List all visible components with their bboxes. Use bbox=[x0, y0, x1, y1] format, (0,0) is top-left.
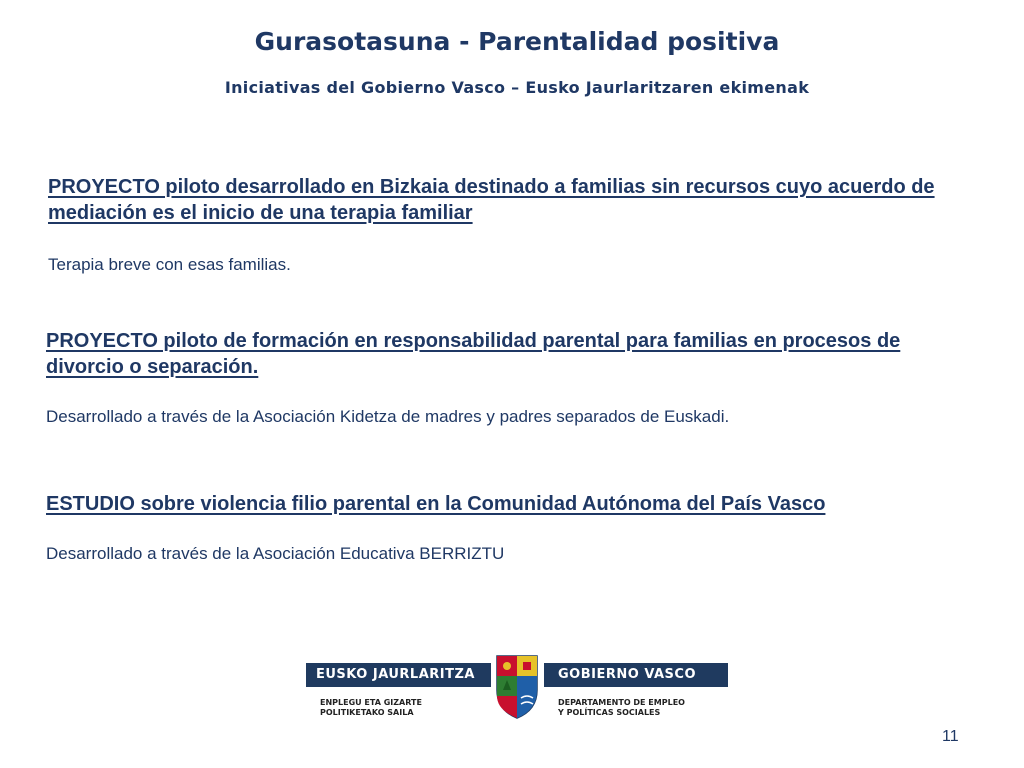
section-body: Terapia breve con esas familias. bbox=[48, 255, 291, 274]
basque-coat-of-arms-icon bbox=[493, 650, 541, 722]
slide-title: Gurasotasuna - Parentalidad positiva bbox=[254, 27, 780, 56]
page-number: 11 bbox=[942, 728, 959, 745]
section-violence-study bbox=[46, 491, 946, 565]
logo-right-bar: GOBIERNO VASCO bbox=[544, 663, 728, 687]
dept-line: POLITIKETAKO SAILA bbox=[320, 708, 414, 717]
dept-line: DEPARTAMENTO DE EMPLEO bbox=[558, 698, 685, 707]
dept-line: ENPLEGU ETA GIZARTE bbox=[320, 698, 422, 707]
section-body: Desarrollado a través de la Asociación Educativa BERRIZTU bbox=[46, 544, 505, 563]
section-bizkaia-pilot bbox=[48, 174, 948, 276]
section-parental-training-pilot bbox=[46, 328, 956, 428]
section-heading: PROYECTO piloto desarrollado en Bizkaia destinado a familias sin recursos cuyo acuerdo de mediación es el inicio de una terapia familiar bbox=[48, 176, 935, 224]
section-heading: PROYECTO piloto de formación en responsabilidad parental para familias en procesos de divorcio o separación. bbox=[46, 330, 901, 378]
dept-line: Y POLÍTICAS SOCIALES bbox=[558, 708, 661, 717]
basque-government-logo bbox=[306, 650, 728, 722]
logo-left-bar: EUSKO JAURLARITZA bbox=[306, 663, 491, 687]
section-heading: ESTUDIO sobre violencia filio parental en la Comunidad Autónoma del País Vasco bbox=[46, 493, 826, 515]
logo-right-department bbox=[558, 698, 685, 718]
logo-left-department bbox=[320, 698, 422, 718]
slide-subtitle: Iniciativas del Gobierno Vasco – Eusko Jaurlaritzaren ekimenak bbox=[224, 78, 810, 97]
section-body: Desarrollado a través de la Asociación Kidetza de madres y padres separados de Euskadi. bbox=[46, 407, 730, 426]
